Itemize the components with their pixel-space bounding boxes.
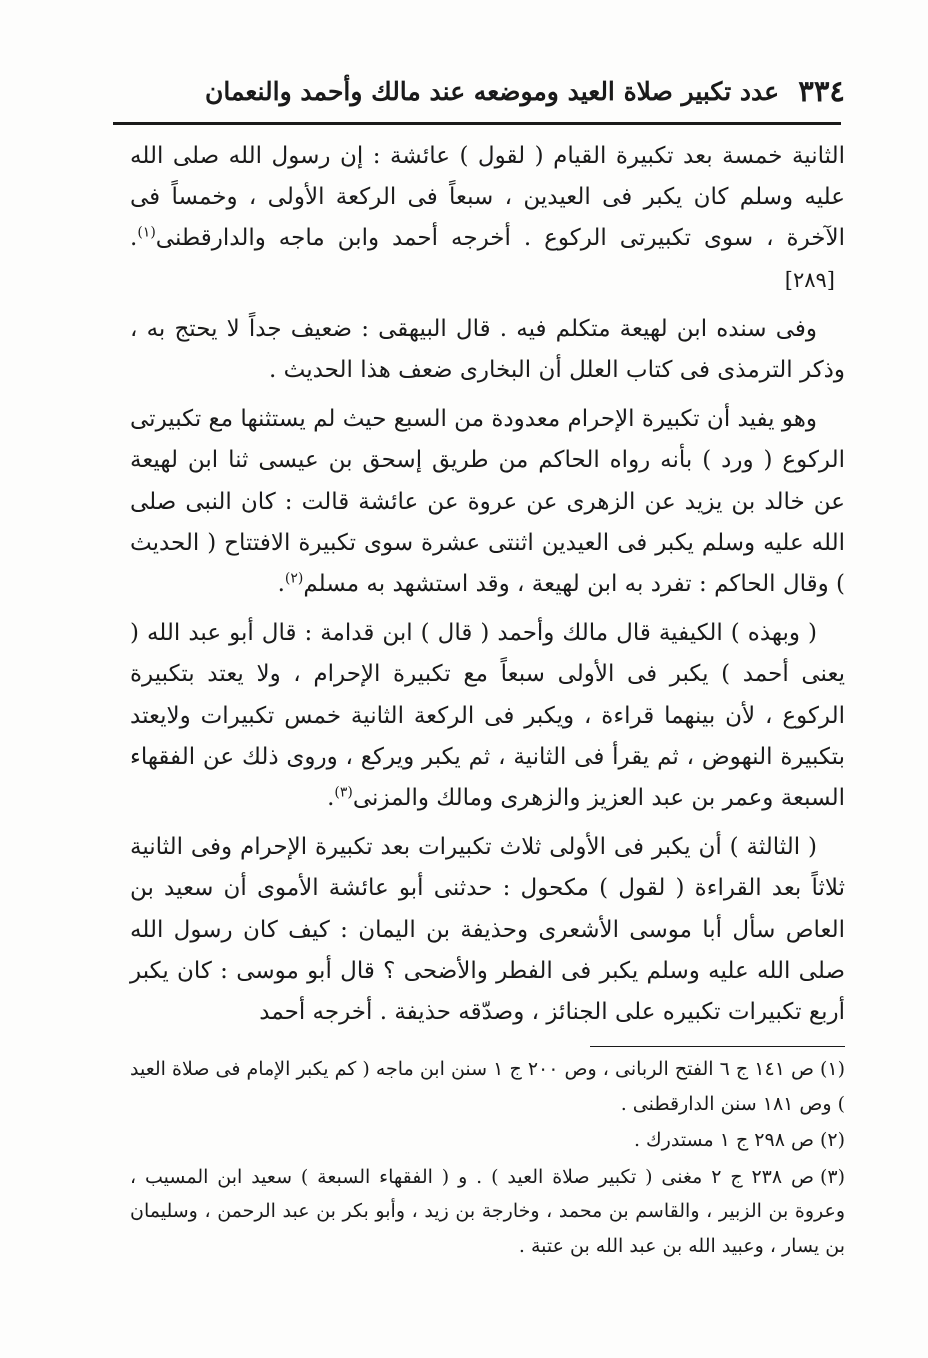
header-rule: [113, 122, 841, 125]
paragraph-3: وهو يفيد أن تكبيرة الإحرام معدودة من السبع حيث لم يستثنها مع تكبيرتى الركوع ( ورد ) بأنه رواه الحاكم من طريق إسحق بن عيسى ثنا ابن لهيعة عن خالد بن يزيد عن الزهرى عن عروة عن عائشة قالت : كان النبى صلى الله عليه وسلم يكبر فى العيدين اثنتى عشرة سوى تكبيرة الافتتاح ( الحديث ) وقال الحاكم : تفرد به ابن لهيعة ، وقد استشهد به مسلم$^{(٢)}$.: [130, 406, 845, 598]
footnote-1: (١)ص ١٤١ ج ٦ الفتح الربانى ، وص ٢٠٠ ج ١ سنن ابن ماجه ( كم يكبر الإمام فى صلاة العيد ) وص ١٨١ سنن الدارقطنى .: [130, 1058, 846, 1115]
footnote-rule: [590, 1046, 845, 1047]
paragraph-4: ( وبهذه ) الكيفية قال مالك وأحمد ( قال ) ابن قدامة : قال أبو عبد الله ( يعنى أحمد ) يكبر فى الأولى سبعاً مع تكبيرة الإحرام ، ولا يعتد بتكبيرة الركوع ، لأن بينهما قراءة ، ويكبر فى الركعة الثانية خمس تكبيرات ولايعتد بتكبيرة النهوض ، ثم يقرأ فى الثانية ، ثم يكبر ويركع ، وروى ذلك عن الفقهاء السبعة وعمر بن عبد العزيز والزهرى ومالك والمزنى$^{(٣)}$.: [130, 620, 845, 812]
footnote-ref-1: (١): [137, 224, 156, 241]
footnote-ref-3: (٣): [334, 784, 353, 801]
paragraph-2: وفى سنده ابن لهيعة متكلم فيه . قال البيهقى : ضعيف جداً لا يحتج به ، وذكر الترمذى فى كتاب العلل أن البخارى ضعف هذا الحديث .: [130, 315, 845, 384]
page-header: [205, 68, 845, 114]
main-text: [130, 136, 845, 1041]
paragraph-1: الثانية خمسة بعد تكبيرة القيام ( لقول ) عائشة : إن رسول الله صلى الله عليه وسلم كان يكبر فى العيدين ، سبعاً فى الركعة الأولى ، وخمساً فى الآخرة ، سوى تكبيرتى الركوع . أخرجه أحمد وابن ماجه والدارقطنى$^{(١)}$.[٢٨٩]: [130, 143, 845, 292]
running-title: عدد تكبير صلاة العيد وموضعه عند مالك وأحمد والنعمان: [205, 76, 780, 106]
page-number: ٣٣٤: [798, 74, 845, 108]
footnote-number: (١): [819, 1058, 846, 1080]
paragraph-5: ( الثالثة ) أن يكبر فى الأولى ثلاث تكبيرات بعد تكبيرة الإحرام وفى الثانية ثلاثاً بعد القراءة ( لقول ) مكحول : حدثنى أبو عائشة الأموى أن سعيد بن العاص سأل أبا موسى الأشعرى وحذيفة بن اليمان : كيف كان رسول الله صلى الله عليه وسلم يكبر فى الفطر والأضحى ؟ قال أبو موسى : كان يكبر أربع تكبيرات تكبيره على الجنائز ، وصدّقه حذيفة . أخرجه أحمد: [130, 834, 845, 1026]
footnote-3: (٣)ص ٢٣٨ ج ٢ مغنى ( تكبير صلاة العيد ) . و ( الفقهاء السبعة ) سعيد ابن المسيب ، وعروة بن الزبير ، والقاسم بن محمد ، وخارجة بن زيد ، وأبو بكر بن عبد الرحمن ، وسليمان بن يسار ، وعبيد الله بن عبد الله بن عتبة .: [130, 1165, 846, 1257]
footnote-number: (٣): [819, 1165, 846, 1188]
hadith-number: [٢٨٩]: [784, 267, 835, 292]
footnote-ref-2: (٢): [284, 570, 304, 587]
footnote-2: (٢)ص ٢٩٨ ج ١ مستدرك .: [633, 1129, 845, 1151]
footnote-number: (٢): [819, 1129, 845, 1151]
footnotes: [130, 1052, 845, 1265]
